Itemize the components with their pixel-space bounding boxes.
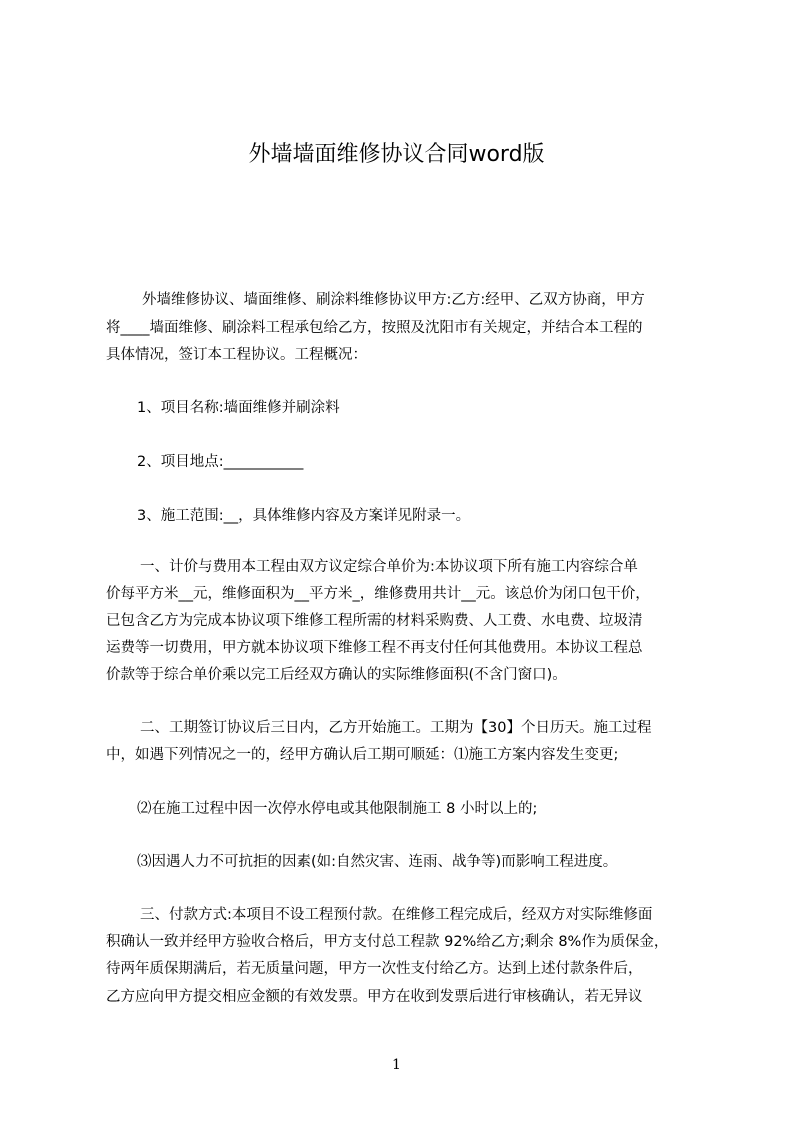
document-title: 外墙墙面维修协议合同word版 xyxy=(248,142,545,167)
item-project-name: 1、项目名称:墙面维修并刷涂料 xyxy=(137,400,340,416)
section1-line-5: 价款等于综合单价乘以完工后经双方确认的实际维修面积(不含门窗口)。 xyxy=(106,667,567,683)
clause-force-majeure: ⑶因遇人力不可抗拒的因素(如:自然灾害、连雨、战争等)而影响工程进度。 xyxy=(137,854,618,870)
section1-line-3: 已包含乙方为完成本协议项下维修工程所需的材料采购费、人工费、水电费、垃圾清 xyxy=(106,613,643,629)
section1-line-1: 一、计价与费用本工程由双方议定综合单价为:本协议项下所有施工内容综合单 xyxy=(140,559,638,575)
intro-line-3: 具体情况，签订本工程协议。工程概况： xyxy=(106,347,367,363)
section3-line-1: 三、付款方式:本项目不设工程预付款。在维修工程完成后，经双方对实际维修面 xyxy=(140,907,653,923)
section1-line-2: 价每平方米__元，维修面积为__平方米_，维修费用共计__元。该总价为闭口包干价， xyxy=(106,586,650,602)
intro-line-2: 将____墙面维修、刷涂料工程承包给乙方，按照及沈阳市有关规定，并结合本工程的 xyxy=(106,320,643,336)
item-construction-scope: 3、施工范围:__，具体维修内容及方案详见附录一。 xyxy=(137,508,471,524)
clause-power-outage: ⑵在施工过程中因一次停水停电或其他限制施工 8 小时以上的; xyxy=(137,801,538,817)
section3-line-3: 待两年质保期满后，若无质量问题，甲方一次性支付给乙方。达到上述付款条件后， xyxy=(106,961,643,977)
section2-line-1: 二、工期签订协议后三日内，乙方开始施工。工期为【30】个日历天。施工过程 xyxy=(140,720,652,736)
section1-line-4: 运费等一切费用，甲方就本协议项下维修工程不再支付任何其他费用。本协议工程总 xyxy=(106,640,643,656)
page-number: 1 xyxy=(392,1057,401,1073)
section3-line-2: 积确认一致并经甲方验收合格后，甲方支付总工程款 92%给乙方;剩余 8%作为质保金， xyxy=(106,934,669,950)
section2-line-2: 中，如遇下列情况之一的，经甲方确认后工期可顺延：⑴施工方案内容发生变更; xyxy=(106,747,619,763)
section3-line-4: 乙方应向甲方提交相应金额的有效发票。甲方在收到发票后进行审核确认，若无异议 xyxy=(106,989,643,1005)
item-project-location: 2、项目地点:___________ xyxy=(137,454,304,470)
intro-line-1: 外墙维修协议、墙面维修、刷涂料维修协议甲方:乙方:经甲、乙双方协商，甲方 xyxy=(142,292,645,308)
